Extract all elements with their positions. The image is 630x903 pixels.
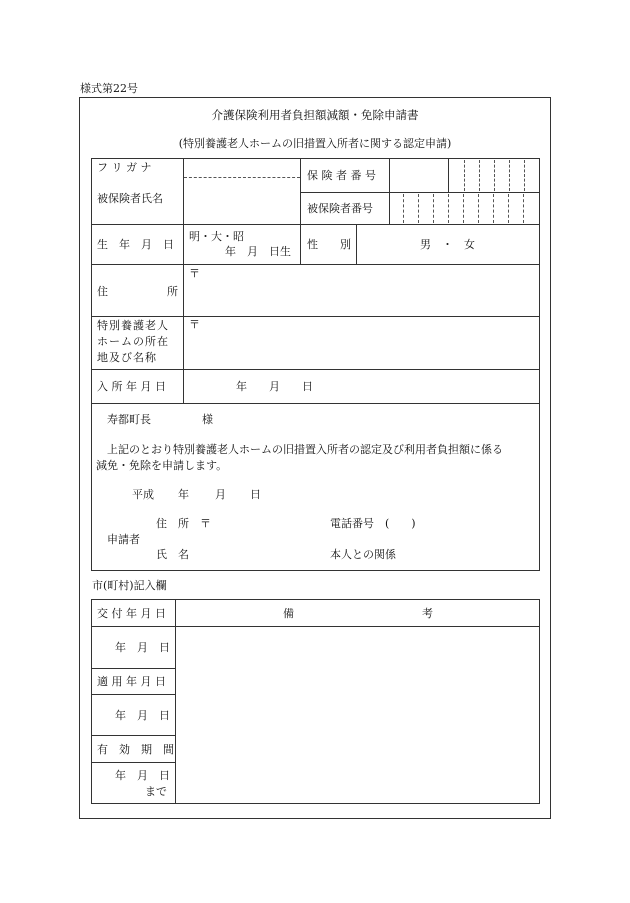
admission-date-label: 入 所 年 月 日 <box>97 380 166 393</box>
form-number: 様式第22号 <box>80 82 138 95</box>
birth-ymd: 年 月 日生 <box>225 245 291 258</box>
facility-postal-mark: 〒 <box>189 318 200 331</box>
facility-label-3: 地及び名称 <box>97 351 157 364</box>
applicant-label: 申請者 <box>107 533 140 546</box>
date-era: 平成 <box>132 488 154 501</box>
applicant-address-label: 住 所 〒 <box>156 517 211 530</box>
date-day: 日 <box>250 488 261 501</box>
addressee: 寿都町長 <box>107 413 151 426</box>
era-options[interactable]: 明・大・昭 <box>189 230 244 243</box>
form-subtitle: (特別養護老人ホームの旧措置入所者に関する認定申請) <box>178 137 452 150</box>
declaration-box <box>91 403 540 571</box>
phone-label: 電話番号 ( ) <box>330 517 416 530</box>
issue-ymd: 年 月 日 <box>115 641 170 654</box>
furigana-field[interactable] <box>185 160 299 176</box>
remarks-label-1: 備 <box>283 607 294 620</box>
relationship-label: 本人との関係 <box>330 548 396 561</box>
insurer-number-field[interactable] <box>449 159 539 191</box>
facility-label-2: ホームの所在 <box>97 335 169 348</box>
admission-ymd[interactable]: 年 月 日 <box>236 380 313 393</box>
issue-date-label: 交 付 年 月 日 <box>97 607 166 620</box>
insured-number-field[interactable] <box>390 193 539 223</box>
apply-date-label: 適 用 年 月 日 <box>97 675 166 688</box>
insured-name-field[interactable] <box>185 179 299 223</box>
date-month: 月 <box>215 488 226 501</box>
facility-label-1: 特別養護老人 <box>97 319 169 332</box>
address-field[interactable] <box>185 266 539 315</box>
address-postal-mark: 〒 <box>189 267 200 280</box>
declaration-line-2: 減免・免除を申請します。 <box>96 459 228 472</box>
valid-ymd: 年 月 日 <box>115 769 170 782</box>
facility-field[interactable] <box>185 318 539 368</box>
date-year: 年 <box>178 488 189 501</box>
valid-period-label: 有 効 期 間 <box>97 743 174 756</box>
insured-name-label: 被保険者氏名 <box>97 192 163 205</box>
address-label-2: 所 <box>167 285 178 298</box>
applicant-name-label: 氏 名 <box>156 548 189 561</box>
birth-date-label: 生 年 月 日 <box>97 238 174 251</box>
municipal-section-title: 市(町村)記入欄 <box>92 579 167 592</box>
insured-number-label: 被保険者番号 <box>307 202 373 215</box>
address-label: 住 <box>97 285 108 298</box>
declaration-line-1: 上記のとおり特別養護老人ホームの旧措置入所者の認定及び利用者負担額に係る <box>107 443 503 456</box>
apply-ymd: 年 月 日 <box>115 709 170 722</box>
gender-options[interactable]: 男 ・ 女 <box>420 238 475 251</box>
remarks-label-2: 考 <box>422 607 433 620</box>
honorific: 様 <box>202 413 213 426</box>
insurer-number-label: 保 険 者 番 号 <box>307 169 376 182</box>
until-label: まで <box>145 785 167 798</box>
furigana-label: フ リ ガ ナ <box>97 161 152 174</box>
remarks-field[interactable] <box>177 628 539 803</box>
gender-label: 性 別 <box>307 238 351 251</box>
form-title: 介護保険利用者負担額減額・免除申請書 <box>211 108 419 122</box>
